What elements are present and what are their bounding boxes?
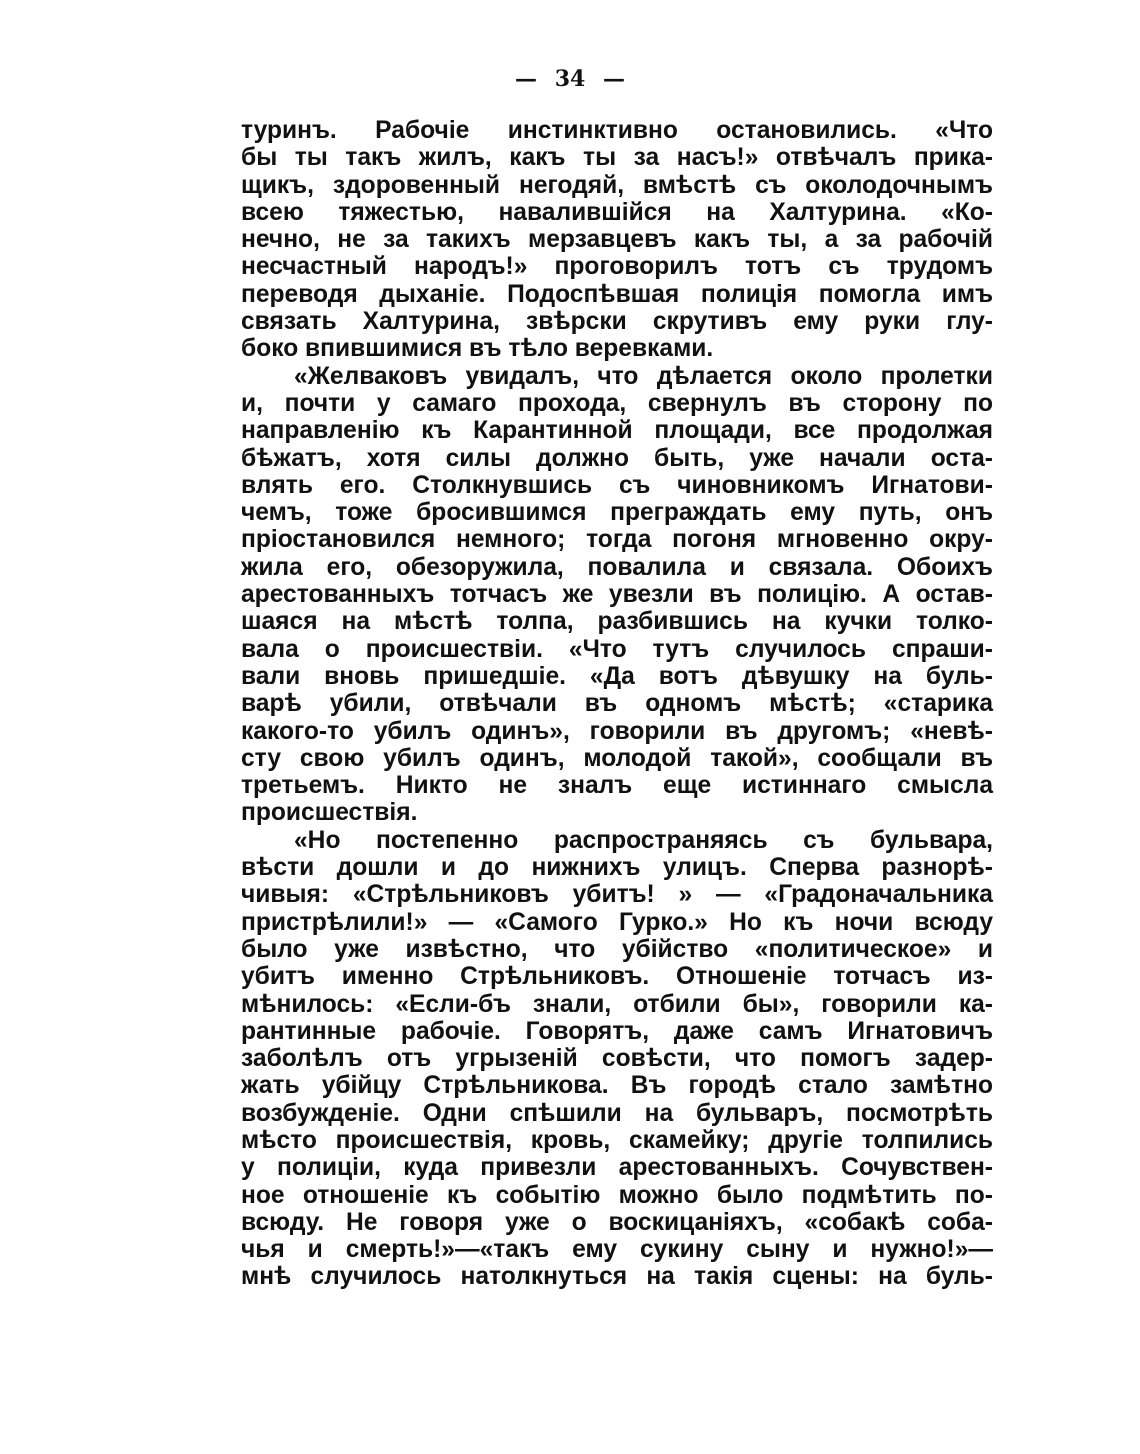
text-line: мѣнилось: «Если-бъ знали, отбили бы», говорили ка- xyxy=(241,990,993,1018)
text-line: у полиціи, куда привезли арестованныхъ. Сочувствен- xyxy=(241,1154,993,1182)
text-line: происшествія. xyxy=(241,799,418,827)
text-line: было уже извѣстно, что убійство «политическое» и xyxy=(241,935,993,963)
text-line: шаяся на мѣстѣ толпа, разбившись на кучки толко- xyxy=(241,608,993,636)
text-line: пріостановился немного; тогда погоня мгновенно окру- xyxy=(241,526,993,554)
text-line: бы ты такъ жилъ, какъ ты за насъ!» отвѣчалъ прика- xyxy=(241,144,993,172)
text-line: жать убійцу Стрѣльникова. Въ городѣ стало замѣтно xyxy=(241,1072,993,1100)
text-line: и, почти у самаго прохода, свернулъ въ сторону по xyxy=(241,389,993,417)
text-line: боко впившимися въ тѣло веревками. xyxy=(241,335,714,363)
text-line: направленію къ Карантинной площади, все продолжая xyxy=(241,417,993,445)
text-line: рантинные рабочіе. Говорятъ, даже самъ Игнатовичъ xyxy=(241,1017,993,1045)
text-line: чемъ, тоже бросившимся преграждать ему путь, онъ xyxy=(241,499,993,527)
text-line: переводя дыханіе. Подоспѣвшая полиція помогла имъ xyxy=(241,280,993,308)
text-line: бѣжатъ, хотя силы должно быть, уже начали оста- xyxy=(241,444,993,472)
text-line: третьемъ. Никто не зналъ еще истиннаго смысла xyxy=(241,772,993,800)
text-line: мѣсто происшествія, кровь, скамейку; другіе толпились xyxy=(241,1126,993,1154)
page-number xyxy=(0,66,1140,92)
text-line: чивыя: «Стрѣльниковъ убитъ! » — «Градоначальника xyxy=(241,881,993,909)
body-text xyxy=(241,117,993,1291)
text-line: щикъ, здоровенный негодяй, вмѣстѣ съ околодочнымъ xyxy=(241,171,993,199)
text-line: сту свою убилъ одинъ, молодой такой», сообщали въ xyxy=(241,744,993,772)
text-line: жила его, обезоружила, повалила и связала. Обоихъ xyxy=(241,553,993,581)
text-line: возбужденіе. Одни спѣшили на бульваръ, посмотрѣть xyxy=(241,1099,993,1127)
text-line: вали вновь пришедшіе. «Да вотъ дѣвушку на буль- xyxy=(241,662,993,690)
text-line: ное отношеніе къ событію можно было подмѣтить по- xyxy=(241,1181,993,1209)
text-line: «Желваковъ увидалъ, что дѣлается около пролетки xyxy=(294,362,993,390)
text-line: «Но постепенно распространяясь съ бульвара, xyxy=(294,826,993,854)
text-line: заболѣлъ отъ угрызеній совѣсти, что помогъ задер- xyxy=(241,1045,993,1073)
text-line: вала о происшествіи. «Что тутъ случилось спраши- xyxy=(241,635,993,663)
text-line: чья и смерть!»—«такъ ему сукину сыну и нужно!»— xyxy=(241,1236,993,1264)
text-line: всюду. Не говоря уже о воскицаніяхъ, «собакѣ соба- xyxy=(241,1208,993,1236)
text-line: варѣ убили, отвѣчали въ одномъ мѣстѣ; «старика xyxy=(241,690,993,718)
text-line: пристрѣлили!» — «Самого Гурко.» Но къ ночи всюду xyxy=(241,908,993,936)
text-line: какого-то убилъ одинъ», говорили въ другомъ; «невѣ- xyxy=(241,717,993,745)
text-line: связать Халтурина, звѣрски скрутивъ ему руки глу- xyxy=(241,308,993,336)
text-line: арестованныхъ тотчасъ же увезли въ полицію. А остав- xyxy=(241,581,993,609)
page-number-dash-right: — xyxy=(602,66,625,92)
text-line: убитъ именно Стрѣльниковъ. Отношеніе тотчасъ из- xyxy=(241,963,993,991)
text-line: всею тяжестью, навалившійся на Халтурина. «Ко- xyxy=(241,198,993,226)
text-line: нечно, не за такихъ мерзавцевъ какъ ты, а за рабочій xyxy=(241,226,993,254)
page-number-dash-left: — xyxy=(515,66,538,92)
text-line: вѣсти дошли и до нижнихъ улицъ. Сперва разнорѣ- xyxy=(241,854,993,882)
text-line: несчастный народъ!» проговорилъ тотъ съ трудомъ xyxy=(241,253,993,281)
text-line: мнѣ случилось натолкнуться на такія сцены: на буль- xyxy=(241,1263,993,1291)
page-number-value: 34 xyxy=(554,66,586,92)
text-line: туринъ. Рабочіе инстинктивно остановились. «Что xyxy=(241,117,993,144)
text-line: влять его. Столкнувшись съ чиновникомъ Игнатови- xyxy=(241,471,993,499)
